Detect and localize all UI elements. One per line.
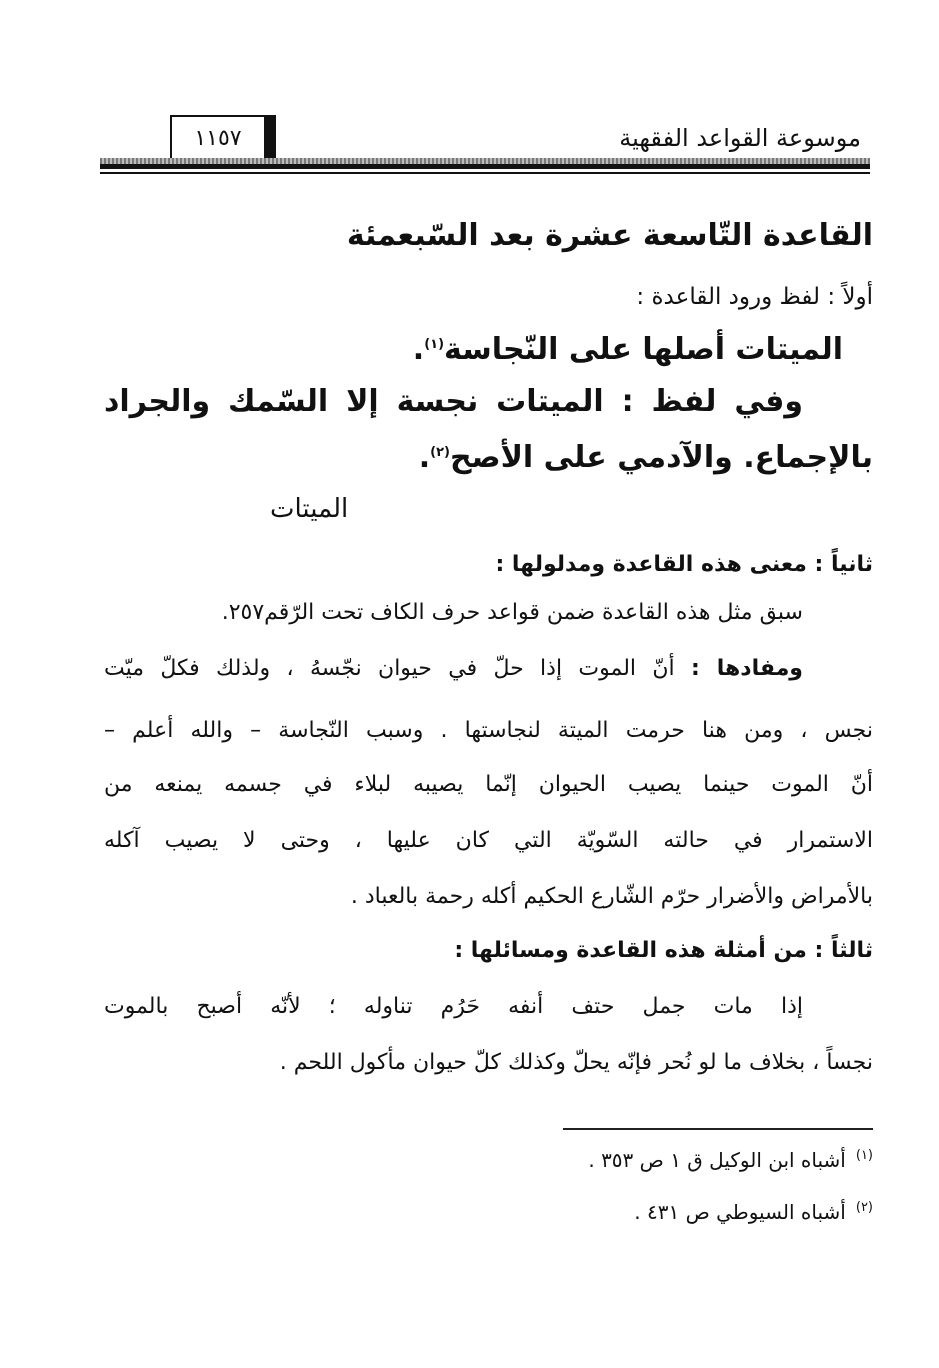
footnote-ref-1: (١) (424, 337, 445, 352)
book-title: موسوعة القواعد الفقهية (619, 124, 861, 152)
section-one-heading: أولاً : لفظ ورود القاعدة : (636, 284, 873, 310)
rule-variant-line-2-end: . (418, 440, 431, 475)
section-three-line-2: نجساً ، بخلاف ما لو نُحر فإنّه يحلّ وكذلك كلّ حيوان مأكول اللحم . (279, 1050, 873, 1075)
footnote-2-text: أشباه السيوطي ص ٤٣١ . (634, 1200, 846, 1224)
footnote-ref-2: (٢) (430, 445, 450, 460)
rule-variant-line-1: وفي لفظ : الميتات نجسة إلا السّمك والجراد (104, 384, 803, 419)
rule-statement-text: الميتات أصلها على النّجاسة (444, 332, 843, 367)
section-two-line-5: الاستمرار في حالته السّويّة التي كان عليها ، وحتى لا يصيب آكله (104, 828, 873, 853)
footnote-2-mark: (٢) (855, 1200, 873, 1216)
rule-variant-line-2 (419, 440, 873, 475)
section-two-line-3: نجس ، ومن هنا حرمت الميتة لنجاستها . وسبب النّجاسة – والله أعلم – (104, 718, 873, 743)
floating-word: الميتات (270, 494, 349, 524)
section-two-line-2-text: أنّ الموت إذا حلّ في حيوان نجّسهُ ، ولذلك فكلّ ميّت (104, 656, 675, 681)
section-two-line-1: سبق مثل هذه القاعدة ضمن قواعد حرف الكاف تحت الرّقم٢٥٧. (221, 600, 803, 625)
footnote-1 (588, 1148, 873, 1172)
page-number: ١١٥٧ (170, 115, 266, 161)
footnote-1-mark: (١) (855, 1148, 873, 1164)
rule-statement (413, 332, 843, 367)
section-two-line-4: أنّ الموت حينما يصيب الحيوان إنّما يصيبه لبلاء في جسمه يمنعه من (104, 772, 873, 797)
section-two-line-2-label: ومفادها : (690, 656, 803, 681)
footnote-2 (634, 1200, 873, 1224)
footnote-separator (563, 1128, 873, 1130)
rule-statement-end: . (412, 332, 425, 367)
section-three-heading: ثالثاً : من أمثلة هذه القاعدة ومسائلها : (454, 938, 873, 963)
footnote-1-text: أشباه ابن الوكيل ق ١ ص ٣٥٣ . (588, 1148, 846, 1172)
page-number-box-shadow (266, 115, 276, 163)
header-rule-thin (100, 172, 870, 174)
section-two-line-2 (104, 656, 803, 681)
rule-variant-line-2-text: بالإجماع. والآدمي على الأصح (449, 440, 873, 475)
section-two-line-6: بالأمراض والأضرار حرّم الشّارع الحكيم أكله رحمة بالعباد . (350, 884, 873, 909)
section-three-line-1: إذا مات جمل حتف أنفه حَرُم تناوله ؛ لأنّه أصبح بالموت (104, 994, 803, 1019)
section-two-heading: ثانياً : معنى هذه القاعدة ومدلولها : (495, 552, 873, 577)
header-rule-thick (100, 164, 870, 169)
rule-title: القاعدة التّاسعة عشرة بعد السّبعمئة (346, 218, 873, 253)
